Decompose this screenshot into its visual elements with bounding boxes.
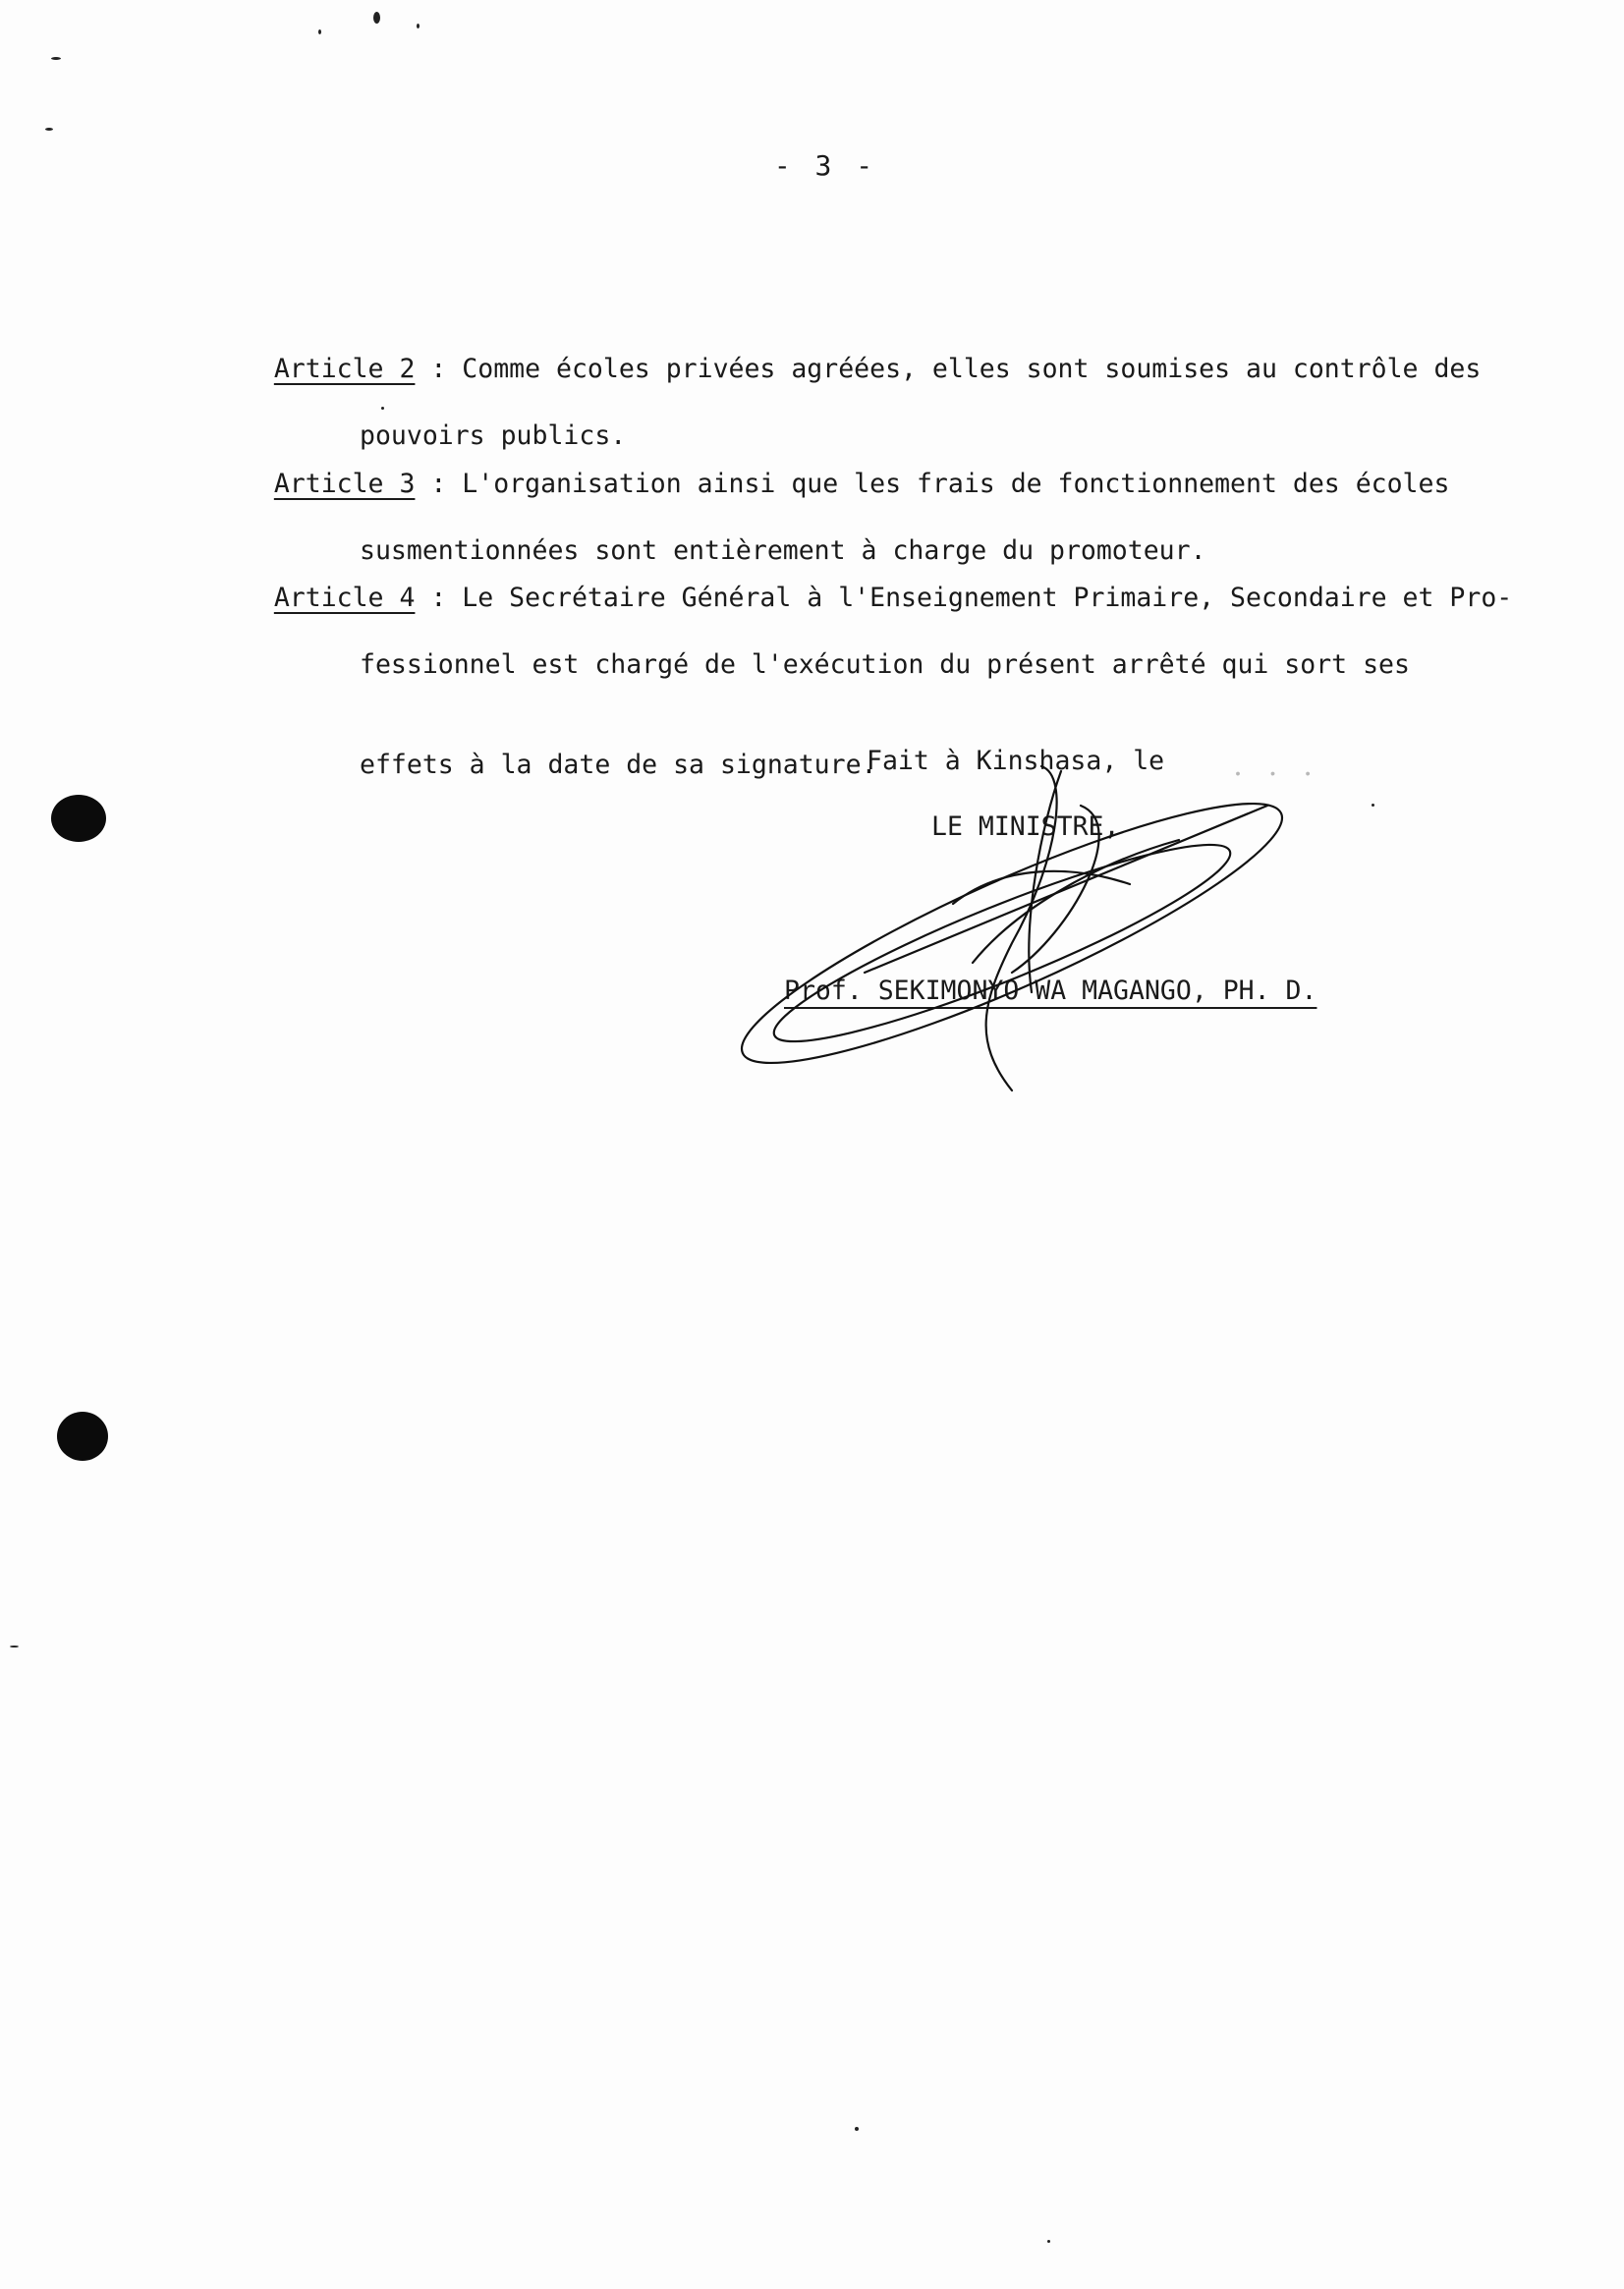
- article-2-continuation: pouvoirs publics.: [360, 420, 627, 451]
- article-separator: :: [415, 469, 463, 499]
- scan-speck: [417, 24, 420, 28]
- punch-hole-top: [51, 795, 106, 842]
- scan-speck: [373, 12, 380, 24]
- date-stamp-faded: ․ ․ ․: [1233, 749, 1321, 783]
- article-4-continuation-1: fessionnel est chargé de l'exécution du présent arrêté qui sort ses: [360, 649, 1410, 680]
- article-3-continuation: susmentionnées sont entièrement à charge du promoteur.: [360, 535, 1206, 566]
- scan-speck: [10, 1646, 19, 1647]
- article-separator: :: [415, 583, 463, 613]
- article-separator: :: [415, 354, 463, 384]
- article-4-continuation-2: effets à la date de sa signature.: [360, 750, 877, 780]
- article-2-label: Article 2: [273, 354, 416, 384]
- article-4-label: Article 4: [273, 583, 416, 613]
- article-3-label: Article 3: [273, 469, 416, 499]
- punch-hole-bottom: [57, 1412, 108, 1461]
- scan-speck: [51, 57, 61, 60]
- place-date: Fait à Kinshasa, le: [867, 746, 1165, 776]
- article-2-text: Comme écoles privées agréées, elles sont soumises au contrôle des: [462, 354, 1482, 384]
- article-3-text: L'organisation ainsi que les frais de fonctionnement des écoles: [462, 469, 1450, 499]
- signatory-name: Prof. SEKIMONYO WA MAGANGO, PH. D.: [784, 976, 1317, 1006]
- scan-speck: [381, 407, 384, 410]
- handwritten-signature: [717, 747, 1405, 1100]
- scan-speck: [1372, 804, 1374, 807]
- article-4-text: Le Secrétaire Général à l'Enseignement Primaire, Secondaire et Pro-: [462, 583, 1513, 613]
- scan-speck: [855, 2127, 859, 2131]
- scan-speck: [45, 128, 53, 131]
- minister-title: LE MINISTRE,: [931, 811, 1120, 842]
- scan-speck: [1047, 2240, 1050, 2243]
- page-number: - 3 -: [773, 149, 877, 182]
- scan-speck: [318, 29, 321, 34]
